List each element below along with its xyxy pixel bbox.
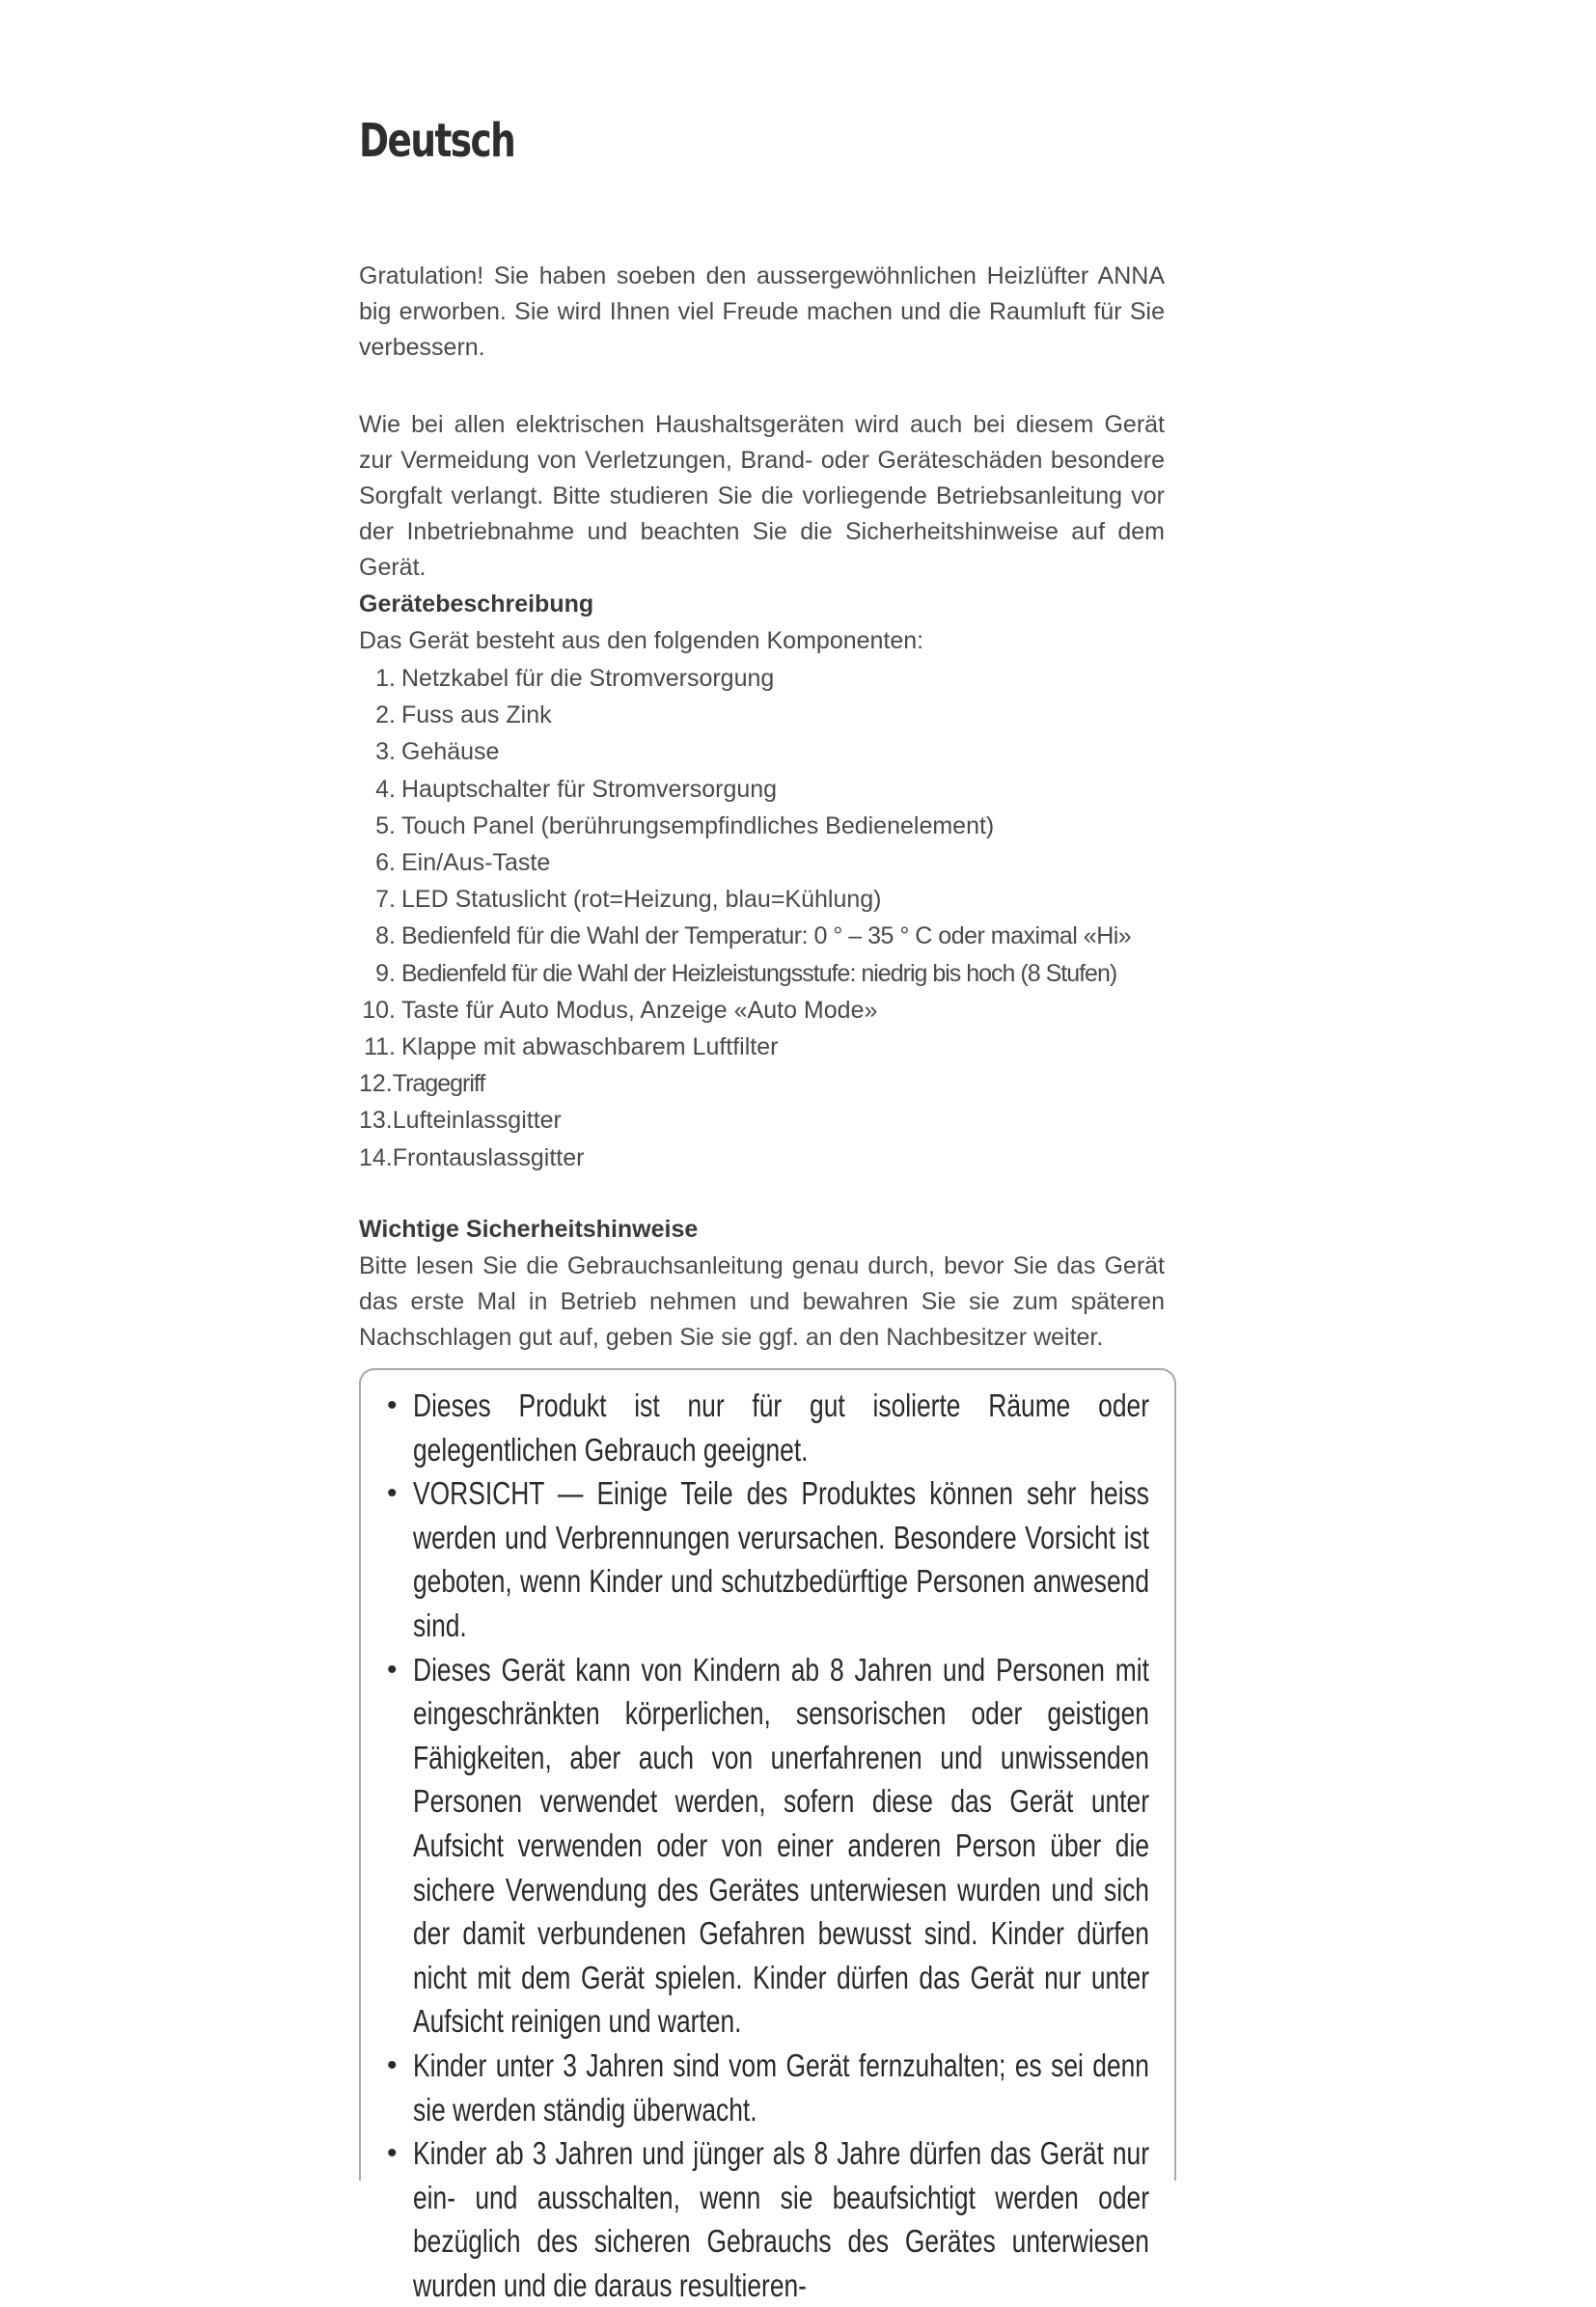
warning-text: • Dieses Gerät kann von Kindern ab 8 Jahren und Personen mit eingeschränkten körperlichen, sensorischen oder geistigen Fähigkeiten, aber auch von unerfahrenen und unwissenden Personen verwendet werden, sofern diese das Gerät unter Aufsicht verwenden oder von einer anderen Person über die sichere Verwendung des Gerätes unterwiesen wurden und sich der damit verbundenen Gefahren bewusst sind. Kinder dürfen nicht mit dem Gerät spielen. Kinder dürfen das Gerät nur unter Aufsicht reinigen und warten.: [413, 1651, 1149, 2040]
list-item: [359, 992, 1131, 1029]
safety-heading: Wichtige Sicherheitshinweise: [359, 1216, 699, 1243]
page-title: Deutsch: [359, 114, 515, 168]
warning-item: [413, 1471, 1149, 1647]
warning-item: [413, 1648, 1149, 2044]
item-number: 13.: [359, 1107, 393, 1135]
care-paragraph: Wie bei allen elektrischen Haushaltsgeräten wird auch bei diesem Gerät zur Vermeidung von Verletzungen, Brand- oder Geräteschäden besondere Sorgfalt verlangt. Bitte studieren Sie die vorliegende Betriebsanleitung vor der Inbetriebnahme und beachten Sie die Sicherheitshinweise auf dem Gerät.: [359, 411, 1165, 581]
warning-text: • Dieses Produkt ist nur für gut isolierte Räume oder gelegentlichen Gebrauch geeignet.: [413, 1387, 1149, 1468]
item-text: Netzkabel für die Stromversorgung: [401, 665, 775, 692]
list-item: [359, 771, 1131, 808]
warning-box: [359, 1368, 1176, 2303]
item-text: Bedienfeld für die Wahl der Heizleistungsstufe: niedrig bis hoch (8 Stufen): [401, 959, 1117, 987]
list-item: [359, 733, 1131, 770]
intro-paragraph: Gratulation! Sie haben soeben den aussergewöhnlichen Heizlüfter ANNA big erworben. Sie wird Ihnen viel Freude machen und die Raumluft für Sie verbessern.: [359, 262, 1165, 361]
list-item: [359, 881, 1131, 918]
item-number: 14.: [359, 1143, 393, 1171]
warning-list: [361, 1370, 1174, 2307]
warning-text: • Kinder ab 3 Jahren und jünger als 8 Jahre dürfen das Gerät nur ein- und ausschalten, wenn sie beaufsichtigt werden oder bezüglich des sicheren Gebrauchs des Gerätes unterwiesen wurden und die daraus resultieren-: [413, 2135, 1149, 2303]
item-text: Touch Panel (berührungsempfindliches Bedienelement): [401, 811, 995, 839]
item-text: Frontauslassgitter: [392, 1143, 585, 1171]
list-item: [359, 660, 1131, 697]
item-text: Gehäuse: [401, 738, 500, 766]
item-number: 10.: [362, 996, 396, 1024]
item-number: 6.: [375, 849, 396, 877]
item-number: 12.: [359, 1070, 393, 1098]
item-text: Ein/Aus-Taste: [401, 849, 551, 877]
warning-text: • Kinder unter 3 Jahren sind vom Gerät fernzuhalten; es sei denn sie werden ständig überwacht.: [413, 2046, 1149, 2128]
list-item: [359, 844, 1131, 881]
item-number: 1.: [375, 665, 396, 692]
item-number: 8.: [375, 922, 396, 950]
item-number: 2.: [375, 701, 396, 729]
list-item: [359, 1029, 1131, 1065]
item-number: 3.: [375, 738, 396, 766]
warning-item: [413, 1384, 1149, 1471]
description-intro: Das Gerät besteht aus den folgenden Komponenten:: [359, 627, 924, 654]
list-item: [359, 955, 1131, 992]
item-number: 5.: [375, 811, 396, 839]
list-item: [359, 697, 1131, 733]
list-item: [359, 1065, 1131, 1102]
item-text: Lufteinlassgitter: [392, 1107, 562, 1135]
item-text: Hauptschalter für Stromversorgung: [401, 775, 778, 803]
warning-item: [413, 2131, 1149, 2307]
item-number: 7.: [375, 886, 396, 914]
description-heading: Gerätebeschreibung: [359, 590, 594, 618]
component-list: [359, 660, 1131, 1176]
warning-text: • VORSICHT — Einige Teile des Produktes können sehr heiss werden und Verbrennungen verursachen. Besondere Vorsicht ist geboten, wenn Kinder und schutzbedürftige Personen anwesend sind.: [413, 1475, 1149, 1643]
warning-item: [413, 2044, 1149, 2131]
item-number: 11.: [364, 1033, 396, 1061]
item-text: Fuss aus Zink: [401, 701, 552, 729]
list-item: [359, 1102, 1131, 1139]
item-text: Klappe mit abwaschbarem Luftfilter: [401, 1033, 779, 1061]
item-text: LED Statuslicht (rot=Heizung, blau=Kühlung): [401, 886, 882, 914]
list-item: [359, 918, 1131, 954]
item-text: Taste für Auto Modus, Anzeige «Auto Mode»: [401, 996, 878, 1024]
item-number: 4.: [375, 775, 396, 803]
safety-intro: Bitte lesen Sie die Gebrauchsanleitung genau durch, bevor Sie das Gerät das erste Mal in Betrieb nehmen und bewahren Sie sie zum späteren Nachschlagen gut auf, geben Sie sie ggf. an den Nachbesitzer weiter.: [359, 1252, 1165, 1351]
item-text: Tragegriff: [392, 1070, 485, 1098]
item-number: 9.: [375, 959, 396, 987]
item-text: Bedienfeld für die Wahl der Temperatur: 0 ° – 35 ° C oder maximal «Hi»: [401, 922, 1132, 950]
list-item: [359, 808, 1131, 844]
list-item: [359, 1140, 1131, 1176]
